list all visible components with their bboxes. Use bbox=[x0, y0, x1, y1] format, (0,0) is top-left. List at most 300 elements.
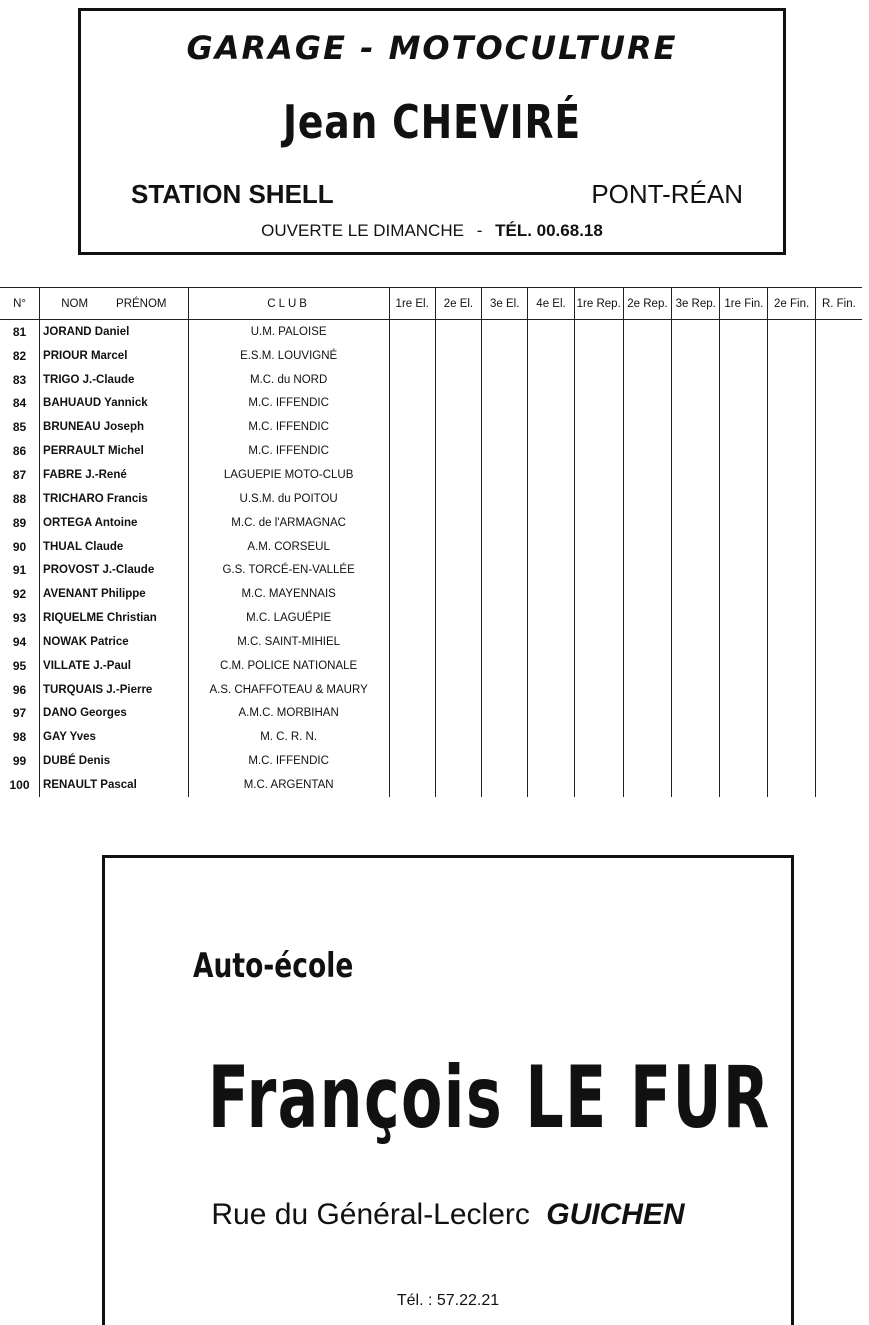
entrant-club: U.S.M. du POITOU bbox=[188, 487, 389, 511]
result-cell bbox=[528, 558, 574, 582]
result-cell bbox=[574, 606, 623, 630]
result-cell bbox=[528, 487, 574, 511]
result-cell bbox=[574, 582, 623, 606]
result-cell bbox=[482, 535, 528, 559]
result-cell bbox=[528, 582, 574, 606]
result-cell bbox=[389, 725, 435, 749]
result-cell bbox=[389, 654, 435, 678]
result-cell bbox=[768, 535, 815, 559]
entrant-club: G.S. TORCÉ-EN-VALLÉE bbox=[188, 558, 389, 582]
result-cell bbox=[768, 582, 815, 606]
result-cell bbox=[815, 463, 862, 487]
result-cell bbox=[815, 344, 862, 368]
result-cell bbox=[623, 415, 671, 439]
table-row bbox=[0, 487, 862, 511]
result-cell bbox=[672, 654, 720, 678]
result-cell bbox=[720, 392, 768, 416]
school-label: Auto-école bbox=[193, 946, 354, 986]
result-cell bbox=[389, 582, 435, 606]
result-cell bbox=[623, 749, 671, 773]
result-cell bbox=[435, 749, 481, 773]
result-cell bbox=[815, 535, 862, 559]
result-cell bbox=[672, 749, 720, 773]
table-row bbox=[0, 606, 862, 630]
garage-ad bbox=[78, 8, 786, 255]
entrant-club: M.C. IFFENDIC bbox=[188, 749, 389, 773]
result-cell bbox=[435, 535, 481, 559]
result-cell bbox=[768, 439, 815, 463]
result-cell bbox=[815, 630, 862, 654]
result-cell bbox=[528, 415, 574, 439]
entrant-name: BAHUAUD Yannick bbox=[40, 392, 189, 416]
result-cell bbox=[815, 558, 862, 582]
result-cell bbox=[768, 606, 815, 630]
entrant-name: TRICHARO Francis bbox=[40, 487, 189, 511]
result-cell bbox=[435, 511, 481, 535]
header-club: CLUB bbox=[188, 288, 389, 320]
result-cell bbox=[528, 463, 574, 487]
result-cell bbox=[720, 582, 768, 606]
header-rep2: 2e Rep. bbox=[623, 288, 671, 320]
result-cell bbox=[815, 606, 862, 630]
result-cell bbox=[720, 678, 768, 702]
station-name: STATION SHELL bbox=[131, 179, 334, 209]
result-cell bbox=[389, 368, 435, 392]
result-cell bbox=[720, 606, 768, 630]
table-row bbox=[0, 344, 862, 368]
result-cell bbox=[482, 725, 528, 749]
result-cell bbox=[815, 320, 862, 344]
result-cell bbox=[389, 678, 435, 702]
entrant-name: DANO Georges bbox=[40, 702, 189, 726]
result-cell bbox=[672, 558, 720, 582]
entrant-name: VILLATE J.-Paul bbox=[40, 654, 189, 678]
table-row bbox=[0, 368, 862, 392]
result-cell bbox=[672, 415, 720, 439]
result-cell bbox=[720, 415, 768, 439]
entrant-name: THUAL Claude bbox=[40, 535, 189, 559]
result-cell bbox=[482, 415, 528, 439]
result-cell bbox=[435, 392, 481, 416]
table-row bbox=[0, 773, 862, 797]
result-cell bbox=[720, 463, 768, 487]
result-cell bbox=[389, 535, 435, 559]
result-cell bbox=[815, 415, 862, 439]
result-cell bbox=[528, 511, 574, 535]
entrant-club: C.M. POLICE NATIONALE bbox=[188, 654, 389, 678]
result-cell bbox=[389, 749, 435, 773]
entrant-club: U.M. PALOISE bbox=[188, 320, 389, 344]
result-cell bbox=[482, 320, 528, 344]
row-number: 83 bbox=[12, 372, 27, 387]
result-cell bbox=[482, 368, 528, 392]
entrant-name: DUBÉ Denis bbox=[40, 749, 189, 773]
result-cell bbox=[672, 511, 720, 535]
result-cell bbox=[389, 773, 435, 797]
result-cell bbox=[623, 368, 671, 392]
result-cell bbox=[574, 678, 623, 702]
result-cell bbox=[435, 558, 481, 582]
result-cell bbox=[768, 773, 815, 797]
result-cell bbox=[435, 320, 481, 344]
table-row bbox=[0, 725, 862, 749]
table-row bbox=[0, 463, 862, 487]
result-cell bbox=[528, 702, 574, 726]
result-cell bbox=[672, 582, 720, 606]
entrant-club: M.C. IFFENDIC bbox=[188, 439, 389, 463]
result-cell bbox=[528, 725, 574, 749]
result-cell bbox=[528, 749, 574, 773]
result-cell bbox=[435, 773, 481, 797]
entrant-name: FABRE J.-René bbox=[40, 463, 189, 487]
result-cell bbox=[623, 702, 671, 726]
result-cell bbox=[482, 558, 528, 582]
garage-title: GARAGE - MOTOCULTURE bbox=[186, 29, 678, 67]
header-rep3: 3e Rep. bbox=[672, 288, 720, 320]
result-cell bbox=[720, 654, 768, 678]
result-cell bbox=[623, 558, 671, 582]
result-cell bbox=[528, 606, 574, 630]
result-cell bbox=[768, 463, 815, 487]
result-cell bbox=[528, 678, 574, 702]
result-cell bbox=[482, 439, 528, 463]
table-row bbox=[0, 511, 862, 535]
result-cell bbox=[574, 749, 623, 773]
result-cell bbox=[623, 582, 671, 606]
result-cell bbox=[574, 773, 623, 797]
result-cell bbox=[574, 368, 623, 392]
result-cell bbox=[720, 773, 768, 797]
table-row bbox=[0, 702, 862, 726]
table-row bbox=[0, 558, 862, 582]
result-cell bbox=[720, 749, 768, 773]
row-number: 98 bbox=[12, 730, 27, 745]
result-cell bbox=[720, 487, 768, 511]
entrant-club: M.C. LAGUÉPIE bbox=[188, 606, 389, 630]
result-cell bbox=[815, 773, 862, 797]
result-cell bbox=[672, 344, 720, 368]
result-cell bbox=[389, 630, 435, 654]
result-cell bbox=[574, 535, 623, 559]
result-cell bbox=[435, 368, 481, 392]
result-cell bbox=[574, 702, 623, 726]
result-cell bbox=[815, 511, 862, 535]
result-cell bbox=[389, 463, 435, 487]
separator: - bbox=[476, 221, 483, 240]
entrant-name: PRIOUR Marcel bbox=[40, 344, 189, 368]
header-rfin: R. Fin. bbox=[815, 288, 862, 320]
result-cell bbox=[528, 535, 574, 559]
result-cell bbox=[528, 392, 574, 416]
result-cell bbox=[672, 392, 720, 416]
result-cell bbox=[768, 558, 815, 582]
result-cell bbox=[574, 439, 623, 463]
entrant-name: PERRAULT Michel bbox=[40, 439, 189, 463]
result-cell bbox=[623, 630, 671, 654]
row-number: 91 bbox=[12, 563, 27, 578]
header-no: N° bbox=[0, 288, 40, 320]
table-row bbox=[0, 654, 862, 678]
result-cell bbox=[623, 487, 671, 511]
row-number: 87 bbox=[12, 467, 27, 482]
table-row bbox=[0, 392, 862, 416]
entrant-name: BRUNEAU Joseph bbox=[40, 415, 189, 439]
result-cell bbox=[720, 725, 768, 749]
row-number: 96 bbox=[12, 682, 27, 697]
result-cell bbox=[435, 463, 481, 487]
header-rep1: 1re Rep. bbox=[574, 288, 623, 320]
entrant-name: RIQUELME Christian bbox=[40, 606, 189, 630]
result-cell bbox=[672, 439, 720, 463]
header-el4: 4e El. bbox=[528, 288, 574, 320]
result-cell bbox=[482, 344, 528, 368]
result-cell bbox=[768, 702, 815, 726]
entrant-name: PROVOST J.-Claude bbox=[40, 558, 189, 582]
result-cell bbox=[389, 511, 435, 535]
entrant-name: RENAULT Pascal bbox=[40, 773, 189, 797]
result-cell bbox=[815, 678, 862, 702]
result-cell bbox=[528, 773, 574, 797]
result-cell bbox=[528, 439, 574, 463]
result-cell bbox=[435, 439, 481, 463]
result-cell bbox=[768, 487, 815, 511]
entrant-club: A.S. CHAFFOTEAU & MAURY bbox=[188, 678, 389, 702]
opening-line bbox=[81, 221, 783, 241]
school-city: GUICHEN bbox=[546, 1198, 685, 1231]
driving-school-ad bbox=[102, 855, 794, 1325]
result-cell bbox=[623, 678, 671, 702]
entrant-club: A.M.C. MORBIHAN bbox=[188, 702, 389, 726]
school-address bbox=[105, 1198, 791, 1232]
result-cell bbox=[482, 749, 528, 773]
result-cell bbox=[389, 606, 435, 630]
table-row bbox=[0, 439, 862, 463]
result-cell bbox=[574, 463, 623, 487]
result-cell bbox=[768, 725, 815, 749]
header-fin1: 1re Fin. bbox=[720, 288, 768, 320]
result-cell bbox=[435, 630, 481, 654]
table-header-row bbox=[0, 288, 862, 320]
row-number: 90 bbox=[12, 539, 27, 554]
header-prenom: PRÉNOM bbox=[116, 297, 167, 310]
result-cell bbox=[768, 368, 815, 392]
result-cell bbox=[720, 511, 768, 535]
entrants-table bbox=[0, 287, 862, 797]
header-nom-prenom bbox=[40, 288, 189, 320]
row-number: 86 bbox=[12, 444, 27, 459]
row-number: 97 bbox=[12, 706, 27, 721]
station-town: PONT-RÉAN bbox=[591, 179, 743, 209]
result-cell bbox=[672, 725, 720, 749]
row-number: 81 bbox=[12, 324, 27, 339]
result-cell bbox=[768, 678, 815, 702]
table-row bbox=[0, 415, 862, 439]
result-cell bbox=[574, 415, 623, 439]
result-cell bbox=[623, 725, 671, 749]
result-cell bbox=[768, 320, 815, 344]
result-cell bbox=[482, 606, 528, 630]
result-cell bbox=[574, 725, 623, 749]
header-el3: 3e El. bbox=[482, 288, 528, 320]
result-cell bbox=[815, 582, 862, 606]
result-cell bbox=[720, 439, 768, 463]
result-cell bbox=[672, 368, 720, 392]
result-cell bbox=[574, 392, 623, 416]
entrant-name: GAY Yves bbox=[40, 725, 189, 749]
garage-owner-name: Jean CHEVIRÉ bbox=[283, 95, 581, 149]
result-cell bbox=[672, 487, 720, 511]
result-cell bbox=[528, 654, 574, 678]
garage-phone: TÉL. 00.68.18 bbox=[495, 221, 603, 240]
result-cell bbox=[435, 582, 481, 606]
result-cell bbox=[720, 535, 768, 559]
school-phone: Tél. : 57.22.21 bbox=[396, 1292, 500, 1309]
result-cell bbox=[815, 368, 862, 392]
result-cell bbox=[389, 344, 435, 368]
entrant-name: AVENANT Philippe bbox=[40, 582, 189, 606]
result-cell bbox=[574, 320, 623, 344]
result-cell bbox=[528, 320, 574, 344]
result-cell bbox=[623, 463, 671, 487]
result-cell bbox=[623, 773, 671, 797]
result-cell bbox=[768, 344, 815, 368]
entrant-name: ORTEGA Antoine bbox=[40, 511, 189, 535]
row-number: 84 bbox=[12, 396, 27, 411]
table-row bbox=[0, 535, 862, 559]
result-cell bbox=[720, 368, 768, 392]
result-cell bbox=[672, 320, 720, 344]
result-cell bbox=[815, 654, 862, 678]
row-number: 92 bbox=[12, 587, 27, 602]
result-cell bbox=[389, 392, 435, 416]
table-row bbox=[0, 582, 862, 606]
result-cell bbox=[435, 725, 481, 749]
result-cell bbox=[389, 487, 435, 511]
result-cell bbox=[672, 630, 720, 654]
entrant-name: TURQUAIS J.-Pierre bbox=[40, 678, 189, 702]
result-cell bbox=[768, 392, 815, 416]
result-cell bbox=[482, 582, 528, 606]
table-row bbox=[0, 320, 862, 344]
table-row bbox=[0, 678, 862, 702]
result-cell bbox=[815, 749, 862, 773]
entrant-club: M. C. R. N. bbox=[188, 725, 389, 749]
row-number: 94 bbox=[12, 634, 27, 649]
row-number: 85 bbox=[12, 420, 27, 435]
entrant-club: M.C. IFFENDIC bbox=[188, 392, 389, 416]
result-cell bbox=[435, 678, 481, 702]
result-cell bbox=[815, 392, 862, 416]
result-cell bbox=[672, 702, 720, 726]
result-cell bbox=[623, 320, 671, 344]
row-number: 88 bbox=[12, 491, 27, 506]
result-cell bbox=[623, 606, 671, 630]
header-fin2: 2e Fin. bbox=[768, 288, 815, 320]
result-cell bbox=[768, 511, 815, 535]
school-owner-name: François LE FUR bbox=[207, 1048, 771, 1148]
result-cell bbox=[435, 606, 481, 630]
result-cell bbox=[482, 487, 528, 511]
result-cell bbox=[672, 535, 720, 559]
row-number: 99 bbox=[12, 754, 27, 769]
school-street: Rue du Général-Leclerc bbox=[211, 1198, 530, 1231]
entrant-club: M.C. MAYENNAIS bbox=[188, 582, 389, 606]
result-cell bbox=[435, 487, 481, 511]
entrant-name: NOWAK Patrice bbox=[40, 630, 189, 654]
result-cell bbox=[623, 511, 671, 535]
entrant-club: M.C. du NORD bbox=[188, 368, 389, 392]
result-cell bbox=[435, 702, 481, 726]
result-cell bbox=[574, 558, 623, 582]
result-cell bbox=[672, 678, 720, 702]
result-cell bbox=[768, 630, 815, 654]
entrant-name: JORAND Daniel bbox=[40, 320, 189, 344]
entrant-club: A.M. CORSEUL bbox=[188, 535, 389, 559]
result-cell bbox=[389, 439, 435, 463]
entrant-club: E.S.M. LOUVIGNÉ bbox=[188, 344, 389, 368]
result-cell bbox=[623, 654, 671, 678]
row-number: 89 bbox=[12, 515, 27, 530]
result-cell bbox=[389, 415, 435, 439]
result-cell bbox=[389, 320, 435, 344]
result-cell bbox=[768, 654, 815, 678]
result-cell bbox=[720, 558, 768, 582]
entrant-club: LAGUEPIE MOTO-CLUB bbox=[188, 463, 389, 487]
result-cell bbox=[435, 415, 481, 439]
result-cell bbox=[528, 368, 574, 392]
result-cell bbox=[574, 511, 623, 535]
result-cell bbox=[482, 702, 528, 726]
result-cell bbox=[768, 415, 815, 439]
result-cell bbox=[815, 702, 862, 726]
result-cell bbox=[389, 702, 435, 726]
entrant-club: M.C. de l'ARMAGNAC bbox=[188, 511, 389, 535]
result-cell bbox=[482, 678, 528, 702]
result-cell bbox=[435, 344, 481, 368]
result-cell bbox=[482, 463, 528, 487]
result-cell bbox=[623, 535, 671, 559]
row-number: 95 bbox=[12, 658, 27, 673]
table-row bbox=[0, 630, 862, 654]
result-cell bbox=[720, 630, 768, 654]
result-cell bbox=[482, 773, 528, 797]
result-cell bbox=[768, 749, 815, 773]
result-cell bbox=[815, 439, 862, 463]
row-number: 100 bbox=[9, 777, 30, 792]
result-cell bbox=[528, 630, 574, 654]
result-cell bbox=[574, 630, 623, 654]
result-cell bbox=[389, 558, 435, 582]
result-cell bbox=[623, 344, 671, 368]
result-cell bbox=[482, 654, 528, 678]
table-row bbox=[0, 749, 862, 773]
entrant-club: M.C. ARGENTAN bbox=[188, 773, 389, 797]
result-cell bbox=[815, 725, 862, 749]
result-cell bbox=[672, 463, 720, 487]
result-cell bbox=[672, 606, 720, 630]
result-cell bbox=[482, 392, 528, 416]
result-cell bbox=[574, 654, 623, 678]
header-el1: 1re El. bbox=[389, 288, 435, 320]
result-cell bbox=[720, 702, 768, 726]
result-cell bbox=[482, 511, 528, 535]
entrant-name: TRIGO J.-Claude bbox=[40, 368, 189, 392]
row-number: 93 bbox=[12, 611, 27, 626]
result-cell bbox=[720, 344, 768, 368]
entrant-club: M.C. SAINT-MIHIEL bbox=[188, 630, 389, 654]
result-cell bbox=[435, 654, 481, 678]
result-cell bbox=[815, 487, 862, 511]
